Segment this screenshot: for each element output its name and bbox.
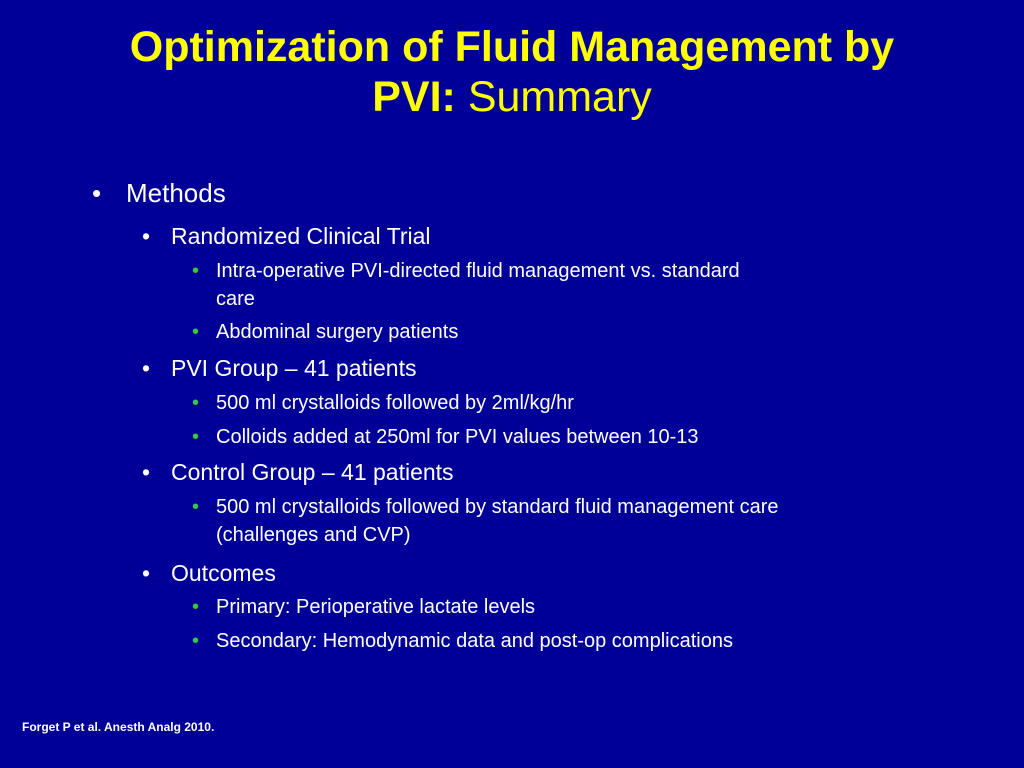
bullet-text-line-1: 500 ml crystalloids followed by standard fluid management care [216, 496, 779, 518]
bullet-text-line-2: (challenges and CVP) [216, 524, 411, 546]
bullet-text: Colloids added at 250ml for PVI values between 10-13 [216, 426, 699, 448]
bullet-text: Outcomes [171, 560, 276, 586]
bullet-dot: • [192, 596, 200, 618]
bullet-text: Primary: Perioperative lactate levels [216, 596, 536, 618]
title-line-1: Optimization of Fluid Management by [129, 23, 895, 71]
bullet-text-line-2: care [216, 288, 255, 310]
bullet-text: Randomized Clinical Trial [171, 223, 431, 249]
title-normal-part: Summary [467, 73, 652, 121]
bullet-dot: • [192, 321, 200, 343]
bullet-text: Methods [126, 178, 226, 208]
bullet-text: PVI Group – 41 patients [171, 355, 417, 381]
bullet-text: Abdominal surgery patients [216, 321, 459, 343]
citation-footer: Forget P et al. Anesth Analg 2010. [22, 720, 215, 734]
bullet-dot: • [192, 496, 200, 518]
bullet-dot: • [192, 630, 200, 652]
bullet-text: 500 ml crystalloids followed by 2ml/kg/hr [216, 392, 574, 414]
bullet-dot: • [192, 260, 200, 282]
bullet-dot: • [192, 392, 200, 414]
bullet-text: Control Group – 41 patients [171, 459, 454, 485]
bullet-dot: • [142, 560, 151, 586]
bullet-dot: • [142, 459, 151, 485]
bullet-dot: • [192, 426, 200, 448]
bullet-dot: • [142, 223, 151, 249]
title-bold-part: PVI: [372, 73, 456, 121]
bullet-dot: • [92, 178, 102, 208]
bullet-text-line-1: Intra-operative PVI-directed fluid management vs. standard [216, 260, 740, 282]
bullet-text: Secondary: Hemodynamic data and post-op complications [216, 630, 733, 652]
bullet-dot: • [142, 355, 151, 381]
